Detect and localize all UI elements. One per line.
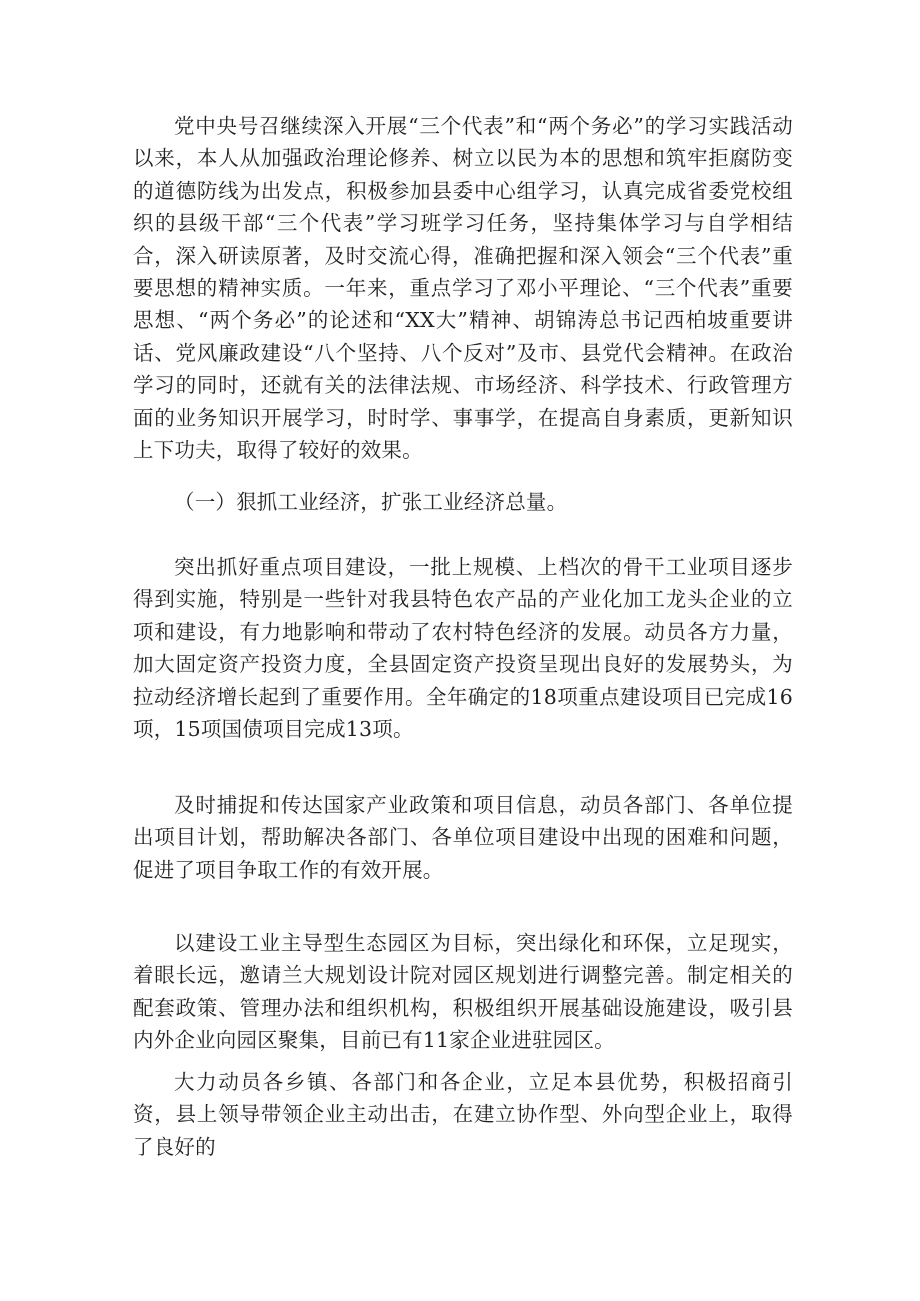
page-bottom-margin [0,1244,920,1301]
section-heading-industrial-economy: （一）狠抓工业经济，扩张工业经济总量。 [174,490,568,514]
paragraph-key-projects: 突出抓好重点项目建设，一批上规模、上档次的骨干工业项目逐步得到实施，特别是一些针对我县特色农产品的产业化加工龙头企业的立项和建设，有力地影响和带动了农村特色经济的发展。动员各方力量，加大固定资产投资力度，全县固定资产投资呈现出良好的发展势头，为拉动经济增长起到了重要作用。全年确定的18项重点建设项目已完成16项，15项国债项目完成13项。 [133,555,793,742]
paragraph-policy-information: 及时捕捉和传达国家产业政策和项目信息，动员各部门、各单位提出项目计划，帮助解决各部门、各单位项目建设中出现的困难和问题，促进了项目争取工作的有效开展。 [133,793,793,882]
paragraph-eco-park: 以建设工业主导型生态园区为目标，突出绿化和环保，立足现实，着眼长远，邀请兰大规划设计院对园区规划进行调整完善。制定相关的配套政策、管理办法和组织机构，积极组织开展基础设施建设，吸引县内外企业向园区聚集，目前已有11家企业进驻园区。 [133,931,793,1053]
paragraph-political-study: 党中央号召继续深入开展“三个代表”和“两个务必”的学习实践活动以来，本人从加强政治理论修养、树立以民为本的思想和筑牢拒腐防变的道德防线为出发点，积极参加县委中心组学习，认真完成省委党校组织的县级干部“三个代表”学习班学习任务，坚持集体学习与自学相结合，深入研读原著，及时交流心得，准确把握和深入领会“三个代表”重要思想的精神实质。一年来，重点学习了邓小平理论、“三个代表”重要思想、“两个务必”的论述和“XX大”精神、胡锦涛总书记西柏坡重要讲话、党风廉政建设“八个坚持、八个反对”及市、县党代会精神。在政治学习的同时，还就有关的法律法规、市场经济、科学技术、行政管理方面的业务知识开展学习，时时学、事事学，在提高自身素质，更新知识上下功夫，取得了较好的效果。 [133,114,793,463]
paragraph-investment-attraction: 大力动员各乡镇、各部门和各企业，立足本县优势，积极招商引资，县上领导带领企业主动出击，在建立协作型、外向型企业上，取得了良好的 [133,1070,793,1159]
